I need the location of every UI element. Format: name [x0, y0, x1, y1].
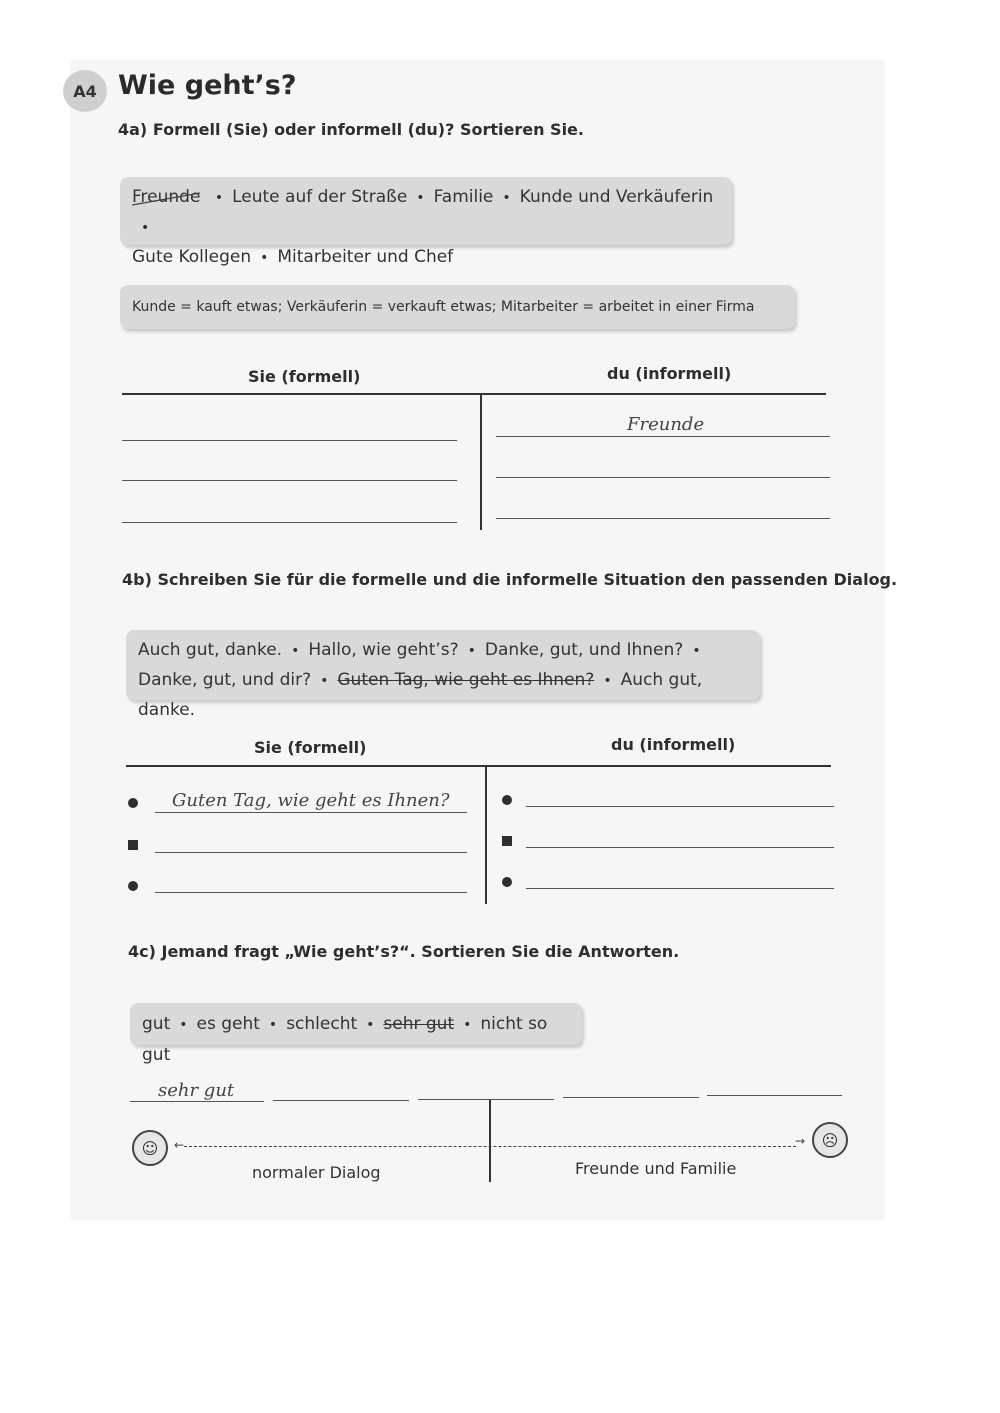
table-header-line: [126, 765, 831, 767]
happy-face-icon: ☺: [132, 1130, 168, 1166]
arrow-left-icon: ←: [174, 1138, 185, 1152]
scale-line: [184, 1146, 796, 1147]
sad-face-icon: ☹: [812, 1122, 848, 1158]
answer-item: gut: [142, 1014, 171, 1034]
answer-item: es geht: [196, 1014, 260, 1034]
vocabulary-note: Kunde = kauft etwas; Verkäuferin = verkauft etwas; Mitarbeiter = arbeitet in einer Firma: [120, 285, 795, 329]
word-item: Kunde und Verkäuferin: [519, 187, 714, 207]
strike-mark: [130, 191, 204, 207]
bullet-separator: •: [463, 1017, 472, 1033]
bullet-separator: •: [179, 1017, 188, 1033]
answer-item: schlecht: [286, 1014, 358, 1034]
word-item: Leute auf der Straße: [232, 187, 408, 207]
scale-label-right: Freunde und Familie: [575, 1159, 737, 1178]
task-4b-instruction: 4b) Schreiben Sie für die formelle und die informelle Situation den passenden Dialog.: [122, 570, 898, 589]
answer-box-4c: [130, 1003, 582, 1065]
answer-line-formal[interactable]: [122, 440, 457, 441]
answer-line-formal[interactable]: [122, 522, 457, 523]
dialog-line-informal[interactable]: [526, 888, 834, 889]
answer-item: sehr gut: [383, 1014, 455, 1034]
speaker-a-marker: [128, 881, 138, 891]
bullet-separator: •: [366, 1017, 375, 1033]
word-box-4a: [120, 177, 732, 267]
section-badge: A4: [63, 70, 107, 112]
word-item: Familie: [433, 187, 494, 207]
table-divider: [480, 394, 482, 530]
ranking-line[interactable]: [418, 1099, 554, 1100]
answer-line-formal[interactable]: [122, 480, 457, 481]
word-item: Freunde: [132, 187, 206, 207]
ranking-line[interactable]: [273, 1100, 409, 1101]
phrase-item: Auch gut, danke.: [138, 670, 703, 720]
word-item: Mitarbeiter und Chef: [277, 247, 454, 267]
table-divider: [485, 766, 487, 904]
column-header-formal: Sie (formell): [254, 738, 367, 757]
ranking-line[interactable]: [707, 1095, 842, 1096]
speaker-a-marker: [128, 798, 138, 808]
column-header-informal: du (informell): [611, 735, 736, 754]
column-header-formal: Sie (formell): [248, 367, 361, 386]
answer-line-informal[interactable]: [496, 477, 830, 478]
bullet-separator: •: [320, 673, 329, 689]
dialog-line-formal[interactable]: [155, 812, 467, 813]
speaker-a-marker: [502, 795, 512, 805]
bullet-separator: •: [603, 673, 612, 689]
phrase-box-4b: [126, 630, 760, 720]
bullet-separator: •: [502, 190, 511, 206]
answer-item: nicht so gut: [142, 1014, 548, 1065]
column-header-informal: du (informell): [607, 364, 732, 383]
phrase-item: Danke, gut, und Ihnen?: [484, 640, 684, 660]
phrase-item: Hallo, wie geht’s?: [308, 640, 459, 660]
phrase-item: Danke, gut, und dir?: [138, 670, 312, 690]
page-title: Wie geht’s?: [118, 70, 297, 101]
bullet-separator: •: [291, 643, 300, 659]
example-answer: sehr gut: [158, 1080, 235, 1101]
phrase-item: Guten Tag, wie geht es Ihnen?: [337, 670, 595, 690]
bullet-separator: •: [260, 250, 269, 266]
example-answer: Guten Tag, wie geht es Ihnen?: [172, 790, 450, 811]
bullet-separator: •: [692, 643, 701, 659]
dialog-line-formal[interactable]: [155, 852, 467, 853]
bullet-separator: •: [416, 190, 425, 206]
ranking-line[interactable]: [563, 1097, 699, 1098]
answer-line-informal[interactable]: [496, 436, 830, 437]
dialog-line-formal[interactable]: [155, 892, 467, 893]
dialog-line-informal[interactable]: [526, 806, 834, 807]
task-4a-instruction: 4a) Formell (Sie) oder informell (du)? Sortieren Sie.: [118, 120, 584, 139]
bullet-separator: •: [214, 190, 224, 206]
phrase-item: Auch gut, danke.: [138, 640, 283, 660]
bullet-separator: •: [141, 220, 150, 236]
scale-label-left: normaler Dialog: [252, 1163, 381, 1182]
example-answer: Freunde: [627, 414, 705, 435]
answer-line-informal[interactable]: [496, 518, 830, 519]
scale-divider: [489, 1100, 491, 1182]
dialog-line-informal[interactable]: [526, 847, 834, 848]
bullet-separator: •: [268, 1017, 278, 1033]
speaker-b-marker: [502, 836, 512, 846]
bullet-separator: •: [467, 643, 476, 659]
speaker-b-marker: [128, 840, 138, 850]
arrow-right-icon: →: [795, 1134, 806, 1148]
table-header-line: [122, 393, 826, 395]
task-4c-instruction: 4c) Jemand fragt „Wie geht’s?“. Sortieren Sie die Antworten.: [128, 942, 680, 961]
speaker-a-marker: [502, 877, 512, 887]
ranking-line[interactable]: [130, 1101, 264, 1102]
word-item: Gute Kollegen: [132, 247, 252, 267]
